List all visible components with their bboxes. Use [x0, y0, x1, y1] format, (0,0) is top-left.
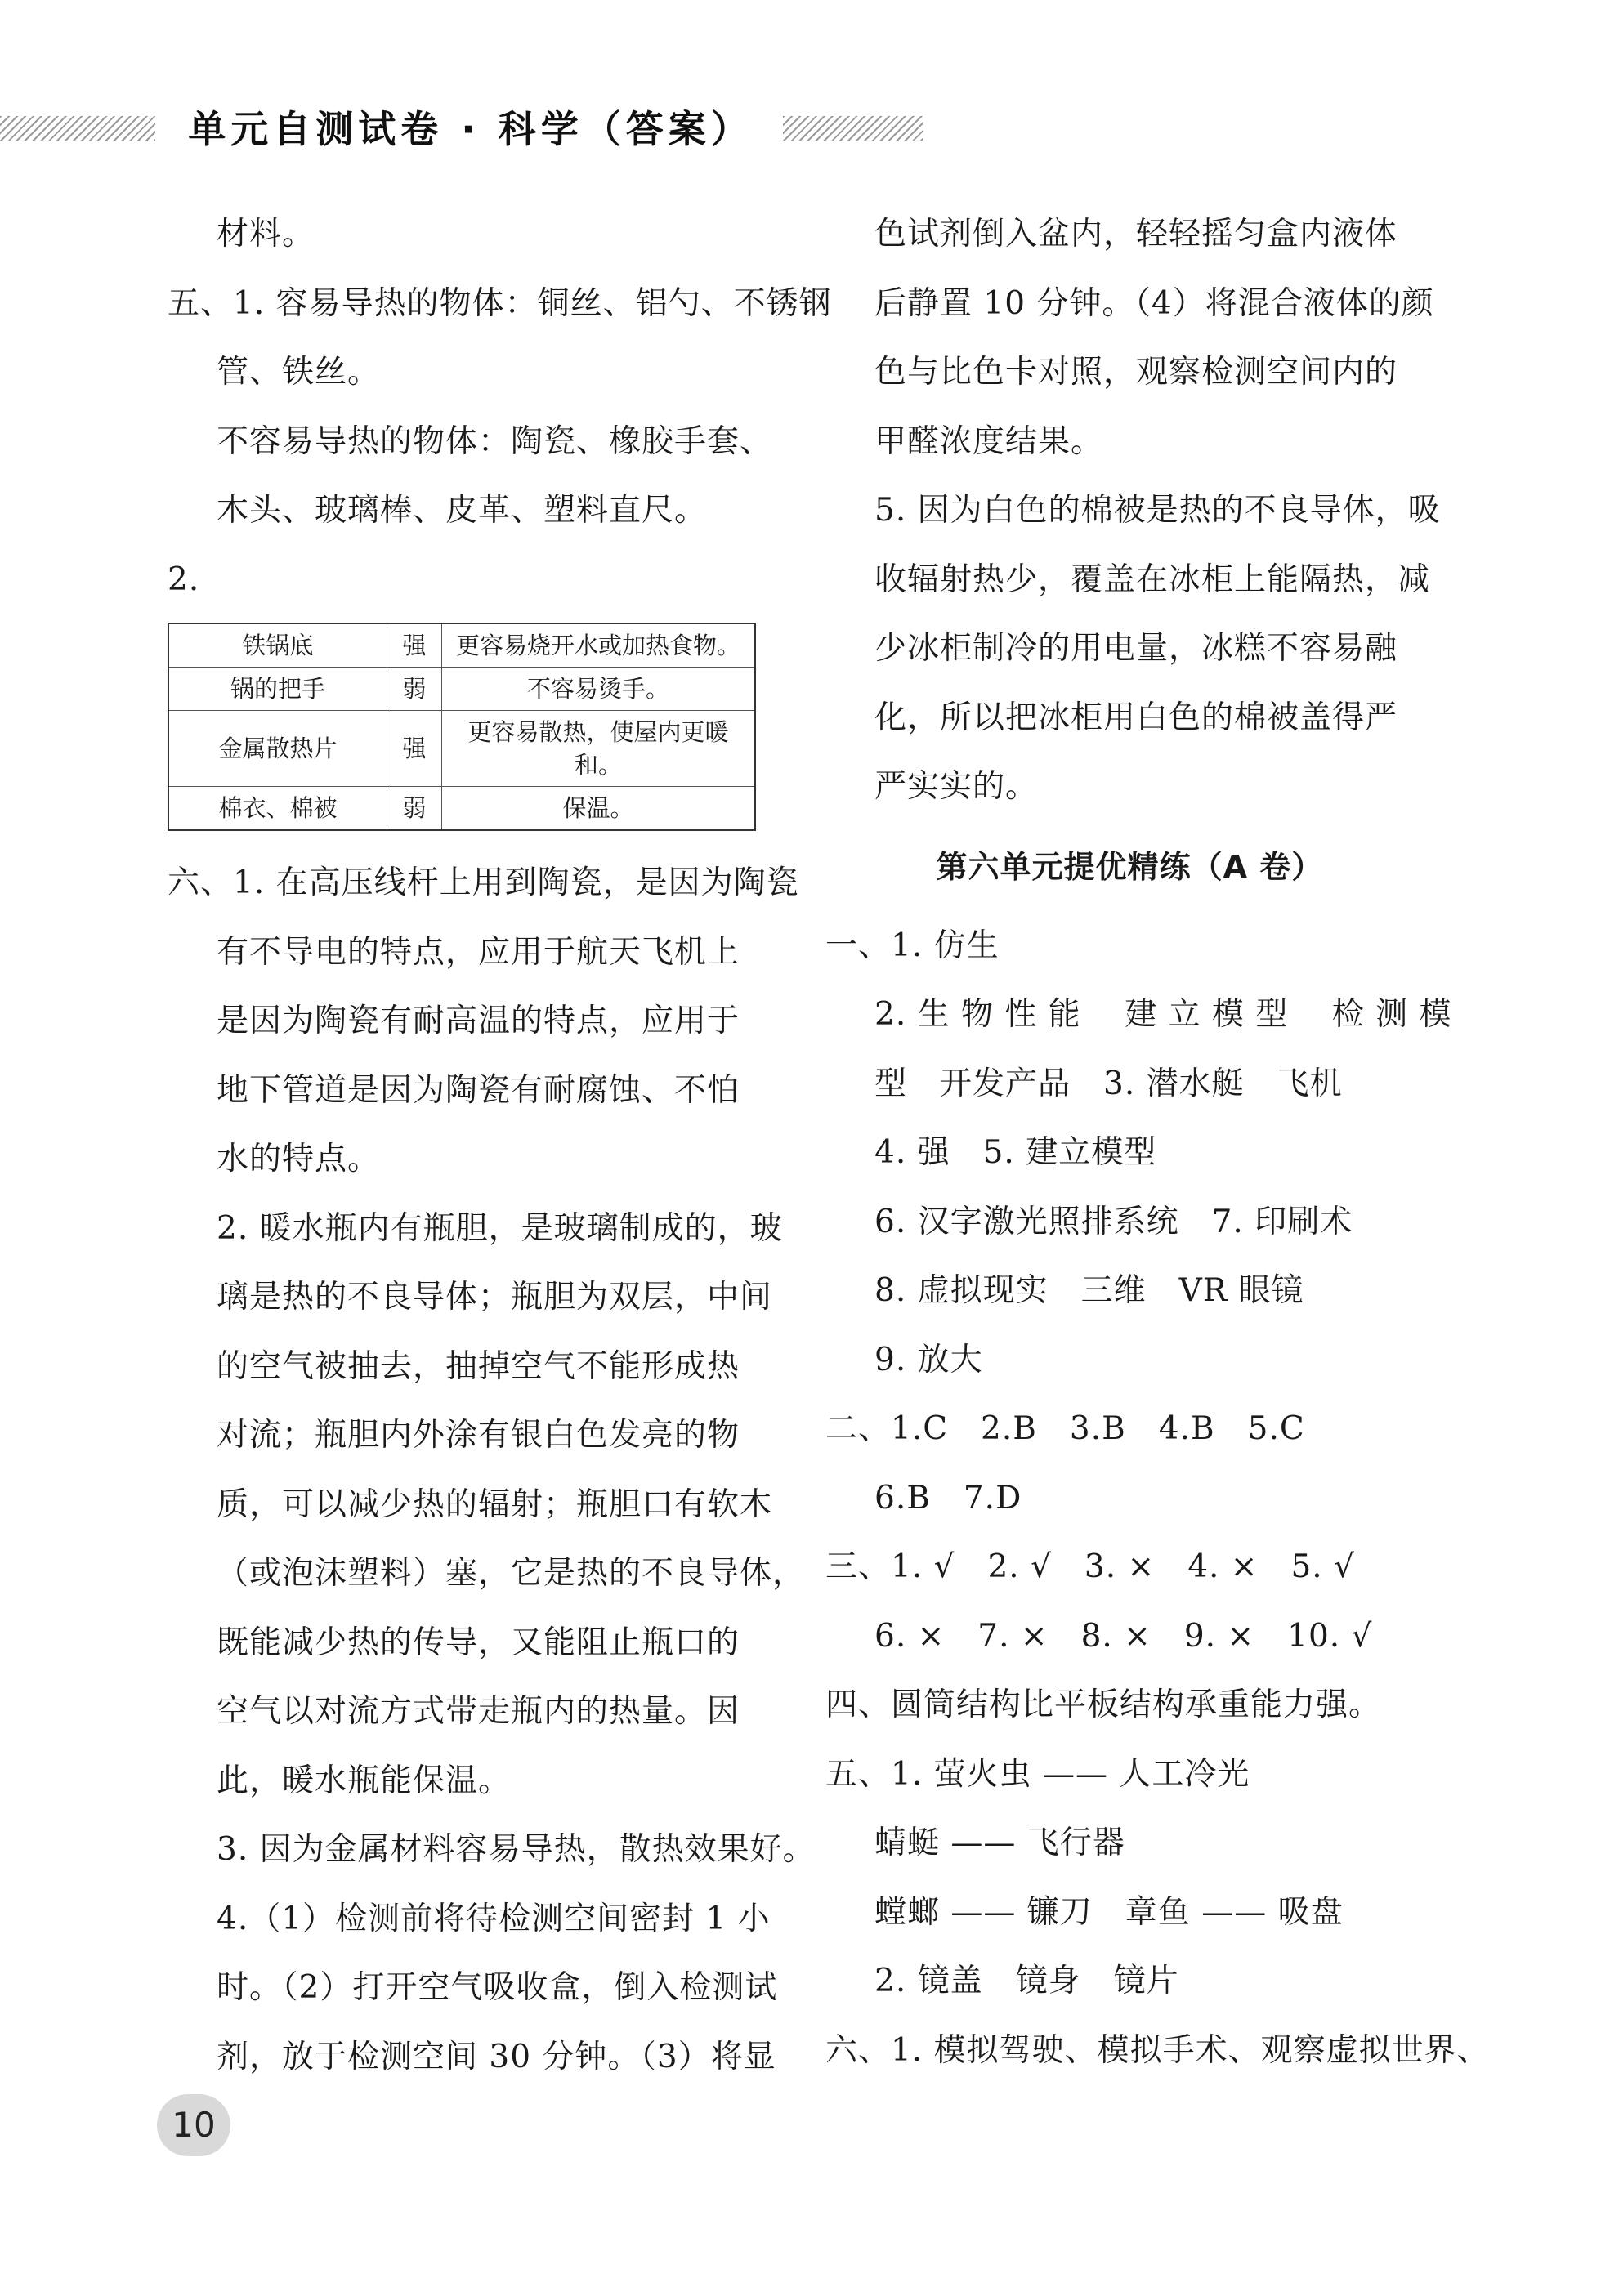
answer-line: 严实实的。: [874, 768, 1039, 805]
answer-line: 不容易导热的物体：陶瓷、橡胶手套、: [217, 422, 773, 460]
item-cell: 锅的把手: [168, 668, 387, 711]
item-cell: 金属散热片: [168, 711, 387, 787]
answer-line: 甲醛浓度结果。: [874, 422, 1104, 460]
table-row: [168, 623, 755, 668]
answer-line: 五、1. 容易导热的物体：铜丝、铝勺、不锈钢: [168, 284, 832, 322]
conductivity-cell: 弱: [387, 668, 442, 711]
answer-line: （或泡沫塑料）塞，它是热的不良导体，: [217, 1555, 806, 1592]
answer-line: 有不导电的特点，应用于航天飞机上: [217, 933, 740, 971]
answer-line: 4. 强 5. 建立模型: [874, 1134, 1157, 1171]
answer-line: 一、1. 仿生: [825, 927, 1000, 964]
answer-line: 璃是热的不良导体；瓶胆为双层，中间: [217, 1279, 773, 1316]
answer-line: 木头、玻璃棒、皮革、塑料直尺。: [217, 492, 708, 529]
answer-line: 六、1. 模拟驾驶、模拟手术、观察虚拟世界、: [825, 2031, 1490, 2069]
header-title: 单元自测试卷 · 科学（答案）: [188, 107, 754, 151]
answer-line: 色试剂倒入盆内，轻轻摇匀盒内液体: [874, 216, 1398, 252]
heat-conduction-table: [168, 623, 756, 831]
answer-line: 四、圆筒结构比平板结构承重能力强。: [825, 1686, 1382, 1723]
item-cell: 棉衣、棉被: [168, 787, 387, 831]
answer-line: 空气以对流方式带走瓶内的热量。因: [217, 1693, 740, 1730]
answer-line: 的空气被抽去，抽掉空气不能形成热: [217, 1347, 740, 1385]
conductivity-cell: 强: [387, 623, 442, 668]
answer-line: 2. 生 物 性 能 建 立 模 型 检 测 模: [874, 996, 1452, 1033]
effect-cell: 更容易散热，使屋内更暖和。: [442, 711, 756, 787]
answer-line: 五、1. 萤火虫 —— 人工冷光: [825, 1755, 1250, 1793]
effect-cell: 保温。: [442, 787, 756, 831]
answer-line: 少冰柜制冷的用电量，冰糕不容易融: [874, 630, 1398, 667]
answer-line: 6. × 7. × 8. × 9. × 10. √: [874, 1617, 1373, 1655]
answer-line: 质，可以减少热的辐射；瓶胆口有软木: [217, 1485, 773, 1523]
answer-line: 管、铁丝。: [217, 354, 381, 391]
page-number: 10: [157, 2094, 230, 2156]
answer-line: 2. 暖水瓶内有瓶胆，是玻璃制成的，玻: [217, 1209, 783, 1247]
answer-line: 4.（1）检测前将待检测空间密封 1 小: [217, 1900, 771, 1937]
conductivity-cell: 弱: [387, 787, 442, 831]
answer-line: 6.B 7.D: [874, 1479, 1022, 1517]
answer-line: 型 开发产品 3. 潜水艇 飞机: [874, 1065, 1343, 1102]
answer-line: 8. 虚拟现实 三维 VR 眼镜: [874, 1272, 1304, 1309]
answer-line: 螳螂 —— 镰刀 章鱼 —— 吸盘: [874, 1893, 1344, 1931]
right-column: [825, 200, 1490, 2085]
answer-line: 剂，放于检测空间 30 分钟。（3）将显: [217, 2038, 776, 2075]
answer-line: 地下管道是因为陶瓷有耐腐蚀、不怕: [217, 1071, 740, 1109]
item-cell: 铁锅底: [168, 623, 387, 668]
answer-line: 6. 汉字激光照排系统 7. 印刷术: [874, 1203, 1353, 1240]
effect-cell: 不容易烫手。: [442, 668, 756, 711]
answer-line: 水的特点。: [217, 1141, 381, 1177]
table-row: [168, 787, 755, 831]
answer-line: 2. 镜盖 镜身 镜片: [874, 1963, 1179, 1999]
answer-line: 此，暖水瓶能保温。: [217, 1762, 512, 1799]
page-header: [0, 96, 1601, 162]
table-row: [168, 668, 755, 711]
answer-line: 六、1. 在高压线杆上用到陶瓷，是因为陶瓷: [168, 864, 799, 901]
answer-line: 二、1.C 2.B 3.B 4.B 5.C: [825, 1410, 1305, 1447]
answer-line: 既能减少热的传导，又能阻止瓶口的: [217, 1624, 740, 1661]
answer-line: 时。（2）打开空气吸收盒，倒入检测试: [217, 1969, 778, 2006]
answer-line: 5. 因为白色的棉被是热的不良导体，吸: [874, 492, 1441, 529]
answer-line: 化，所以把冰柜用白色的棉被盖得严: [874, 699, 1398, 736]
left-column: [168, 200, 832, 2092]
answer-line: 三、1. √ 2. √ 3. × 4. × 5. √: [825, 1548, 1355, 1585]
header-hatch-left: [0, 116, 155, 141]
answer-line: 是因为陶瓷有耐高温的特点，应用于: [217, 1003, 740, 1039]
conductivity-cell: 强: [387, 711, 442, 787]
answer-line: 2.: [168, 561, 200, 598]
answer-line: 材料。: [217, 216, 315, 252]
answer-line: 9. 放大: [874, 1341, 983, 1378]
answer-line: 对流；瓶胆内外涂有银白色发亮的物: [217, 1417, 740, 1454]
answer-line: 色与比色卡对照，观察检测空间内的: [874, 354, 1398, 391]
effect-cell: 更容易烧开水或加热食物。: [442, 623, 756, 668]
answer-line: 蜻蜓 —— 飞行器: [874, 1825, 1125, 1861]
table-row: [168, 711, 755, 787]
section-title: 第六单元提优精练（A 卷）: [936, 848, 1324, 885]
answer-line: 收辐射热少，覆盖在冰柜上能隔热，减: [874, 561, 1431, 598]
answer-line: 后静置 10 分钟。（4）将混合液体的颜: [874, 284, 1434, 322]
answer-line: 3. 因为金属材料容易导热，散热效果好。: [217, 1831, 816, 1868]
header-hatch-right: [783, 116, 923, 141]
